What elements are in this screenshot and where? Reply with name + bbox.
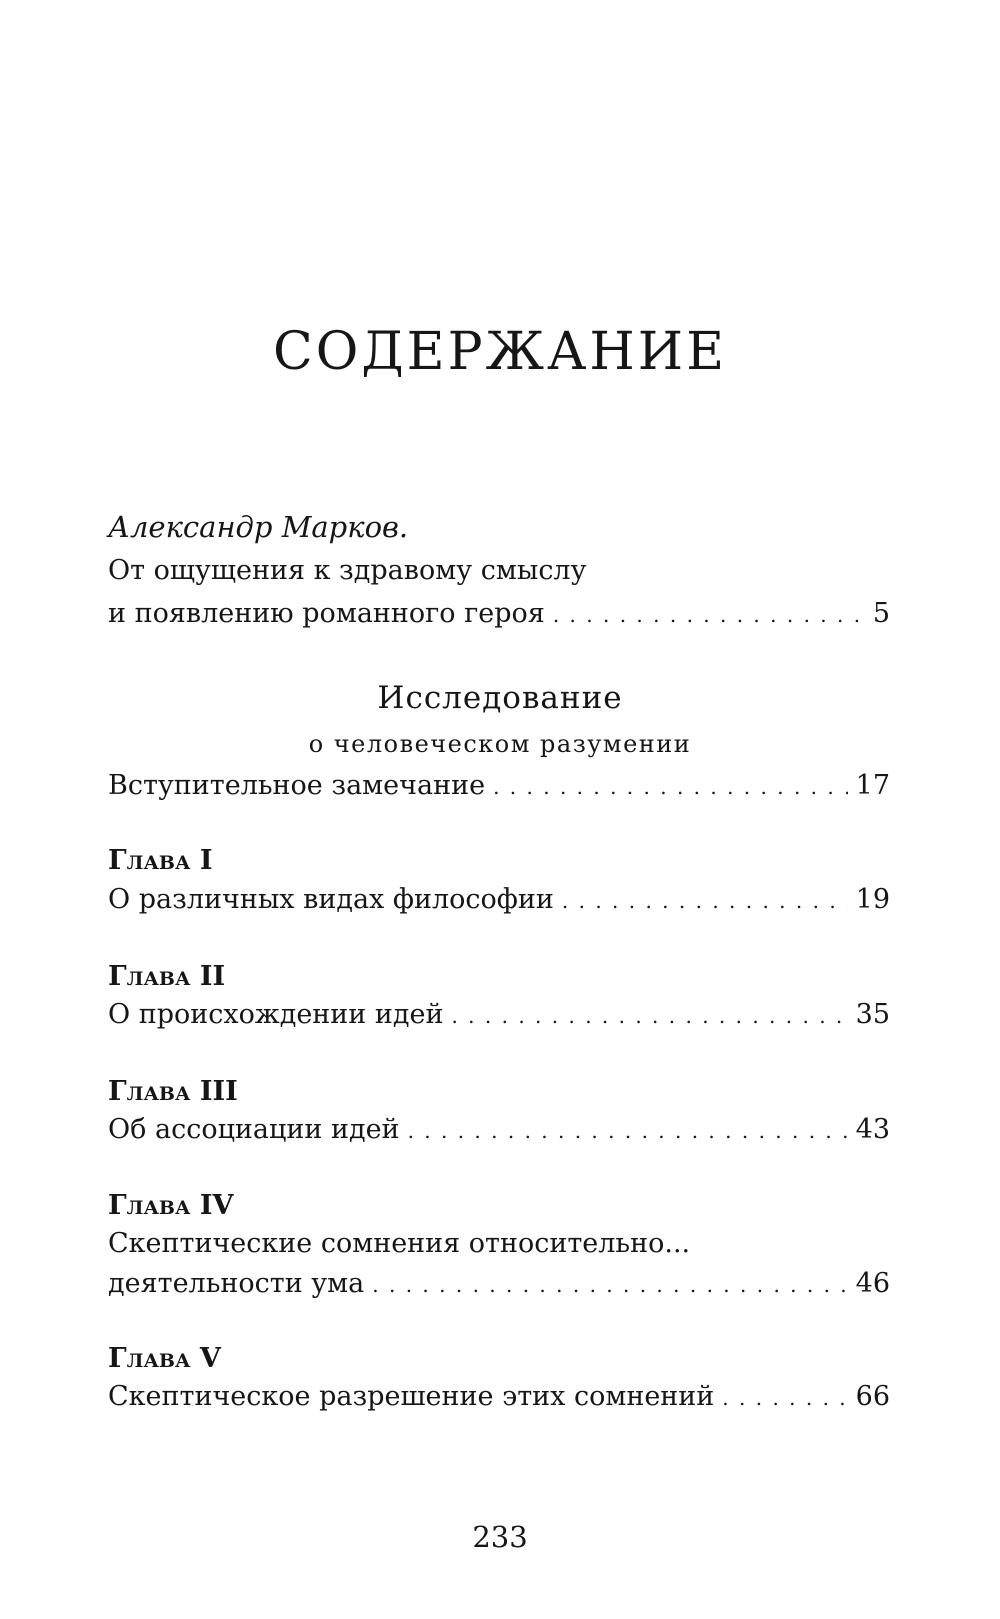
foreword-author: Александр Марков. [108,510,409,544]
dot-leader [493,775,848,799]
dot-leader [722,1386,847,1410]
toc-entry-label: Скептическое разрешение этих сомнений [108,1381,715,1412]
dot-leader [451,1004,847,1028]
chapter-heading: Глава V [108,1343,221,1374]
foreword-title-line1: От ощущения к здравому смыслу [108,555,587,586]
toc-entry-label-line1: Скептические сомнения относительно... [108,1228,691,1259]
toc-entry-label: Вступительное замечание [108,770,486,801]
toc-entry-intro[interactable] [108,770,890,801]
toc-entry-label: О различных видах философии [108,884,554,915]
page-number: 233 [472,1520,528,1554]
toc-page-number: 46 [855,1268,890,1299]
toc-page-number: 66 [855,1381,890,1412]
toc-entry-label: деятельности ума [108,1268,365,1299]
work-title-line2: о человеческом разумении [308,730,692,758]
chapter-heading: Глава III [108,1076,238,1107]
toc-entry-chapter[interactable] [108,999,890,1030]
toc-entry-label: Об ассоциации идей [108,1114,400,1145]
toc-entry-chapter[interactable] [108,1268,890,1299]
page-title: СОДЕРЖАНИЕ [272,322,728,382]
toc-entry-chapter[interactable] [108,1114,890,1145]
toc-page-number: 35 [855,999,890,1030]
toc-entry-foreword[interactable] [108,598,890,629]
toc-page-number: 43 [855,1114,890,1145]
dot-leader [408,1119,848,1143]
toc-entry-chapter[interactable] [108,884,890,915]
dot-leader [372,1273,847,1297]
chapter-heading: Глава I [108,845,213,876]
chapter-heading: Глава II [108,961,226,992]
chapter-heading: Глава IV [108,1190,234,1221]
dot-leader [553,603,865,627]
toc-entry-label: О происхождении идей [108,999,444,1030]
toc-page-number: 17 [855,770,890,801]
toc-page-number: 19 [855,884,890,915]
work-title-line1: Исследование [377,680,623,716]
toc-entry-chapter[interactable] [108,1381,890,1412]
dot-leader [562,889,848,913]
foreword-title-line2: и появлению романного героя [108,598,545,629]
toc-page-number: 5 [872,598,890,629]
